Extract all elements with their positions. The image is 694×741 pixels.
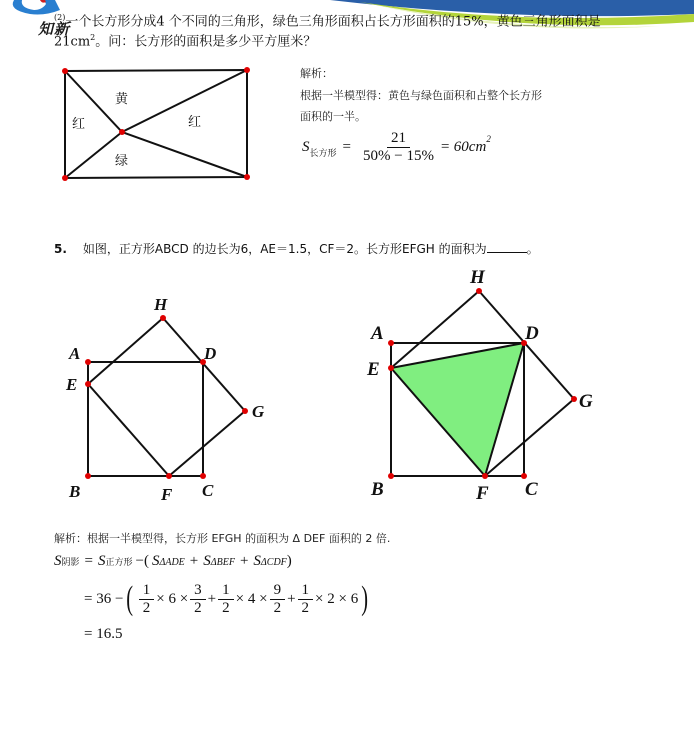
frac-2: [190, 582, 206, 616]
problem-2-label: (2): [54, 13, 66, 22]
fraction-denominator: 50% − 15%: [362, 147, 434, 164]
close-paren-large: ): [361, 580, 369, 617]
logo-text: 知新: [38, 20, 71, 38]
s-ade: S: [151, 553, 160, 569]
frac-num: 9: [270, 582, 286, 600]
open-paren-large: (: [126, 580, 134, 617]
label-H: H: [470, 267, 485, 288]
solution-5-result: = 16.5: [84, 626, 123, 642]
plus-1: +: [189, 553, 199, 569]
problem-2-question: 。问：长方形的面积是多少平方厘米？: [95, 34, 317, 50]
region-red-left-label: 红: [72, 117, 86, 132]
frac-1: [139, 582, 155, 616]
problem-5-number: 5.: [54, 242, 67, 256]
problem-2-text: 一个长方形分成4 个不同的三角形，绿色三角形面积占长方形面积的15%，黄色三角形面积是: [65, 14, 601, 30]
line2-prefix: = 36 −: [84, 590, 124, 607]
label-A: A: [371, 323, 384, 344]
s-cdf: S: [253, 553, 261, 569]
region-yellow-label: 黄: [115, 92, 129, 107]
label-F: F: [476, 483, 489, 504]
solution-2-text2: 面积的一半。: [300, 110, 366, 123]
term-3-mid: × 2 × 6: [315, 590, 359, 607]
s-ade-sub: ΔADE: [159, 557, 185, 568]
label-C: C: [202, 481, 214, 500]
formula-result: = 60cm: [439, 138, 487, 155]
s-shaded-sub: 阴影: [61, 558, 80, 568]
frac-den: 2: [194, 599, 202, 616]
label-B: B: [371, 479, 384, 500]
s-square-sub: 正方形: [105, 558, 133, 568]
s-bef-sub: ΔBEF: [210, 557, 235, 568]
solution-2-formula: [302, 130, 491, 164]
label-G: G: [252, 402, 265, 421]
frac-num: 3: [190, 582, 206, 600]
s-bef: S: [203, 553, 211, 569]
solution-2-title: 解析：: [300, 67, 333, 80]
label-E: E: [367, 359, 380, 380]
term-2-mid: × 4 ×: [235, 590, 268, 607]
frac-den: 2: [301, 599, 310, 616]
label-C: C: [525, 479, 538, 500]
square-figure-left: [55, 290, 275, 510]
label-G: G: [579, 391, 593, 412]
vertex-points: [62, 67, 250, 181]
frac-den: 2: [142, 599, 151, 616]
area-value: 21cm: [54, 34, 91, 50]
square-figure-right: [350, 255, 610, 515]
label-F: F: [161, 485, 173, 504]
s-square: S: [97, 553, 106, 569]
solution-5-line2: [84, 580, 371, 618]
plus-2: +: [239, 553, 249, 569]
frac-5: [298, 582, 314, 616]
formula-eq: =: [342, 138, 351, 155]
solution-2-text1: 根据一半模型得：黄色与绿色面积和占整个长方形: [300, 89, 542, 102]
solution-5-line1: [54, 553, 292, 570]
frac-4: [270, 582, 286, 616]
label-H: H: [154, 295, 168, 314]
problem-5-end: 。: [526, 242, 539, 256]
plus-1: +: [207, 590, 217, 607]
frac-num: 1: [298, 582, 314, 600]
frac-den: 2: [273, 599, 282, 616]
s-shaded: S: [54, 553, 62, 569]
minus-open: −(: [135, 553, 149, 569]
formula-result-sup: 2: [486, 134, 491, 144]
label-D: D: [525, 323, 539, 344]
label-D: D: [204, 344, 217, 363]
problem-2-line2: [54, 28, 316, 52]
area-unit-sup: 2: [90, 33, 96, 42]
frac-num: 1: [139, 582, 155, 600]
frac-num: 1: [218, 582, 234, 600]
close-paren: ): [286, 553, 292, 569]
problem-5-text: 如图，正方形ABCD 的边长为6，AE＝1.5，CF＝2。长方形EFGH 的面积为: [82, 242, 487, 256]
s-cdf-sub: ΔCDF: [260, 557, 287, 568]
frac-den: 2: [222, 599, 230, 616]
formula-s: S: [302, 138, 310, 155]
label-A: A: [69, 344, 81, 363]
term-1-mid: × 6 ×: [156, 590, 189, 607]
label-E: E: [66, 375, 78, 394]
formula-sub: 长方形: [309, 148, 337, 159]
solution-5-intro: 解析：根据一半模型得，长方形 EFGH 的面积为 Δ DEF 面积的 2 倍.: [54, 532, 391, 545]
formula-fraction: [359, 130, 438, 164]
plus-2: +: [287, 590, 296, 607]
region-green-label: 绿: [115, 154, 129, 169]
label-B: B: [69, 482, 81, 501]
frac-3: [218, 582, 234, 616]
fraction-numerator: 21: [387, 130, 410, 148]
region-red-right-label: 红: [188, 115, 202, 130]
answer-blank: [487, 240, 527, 253]
eq-sign: =: [84, 553, 93, 569]
